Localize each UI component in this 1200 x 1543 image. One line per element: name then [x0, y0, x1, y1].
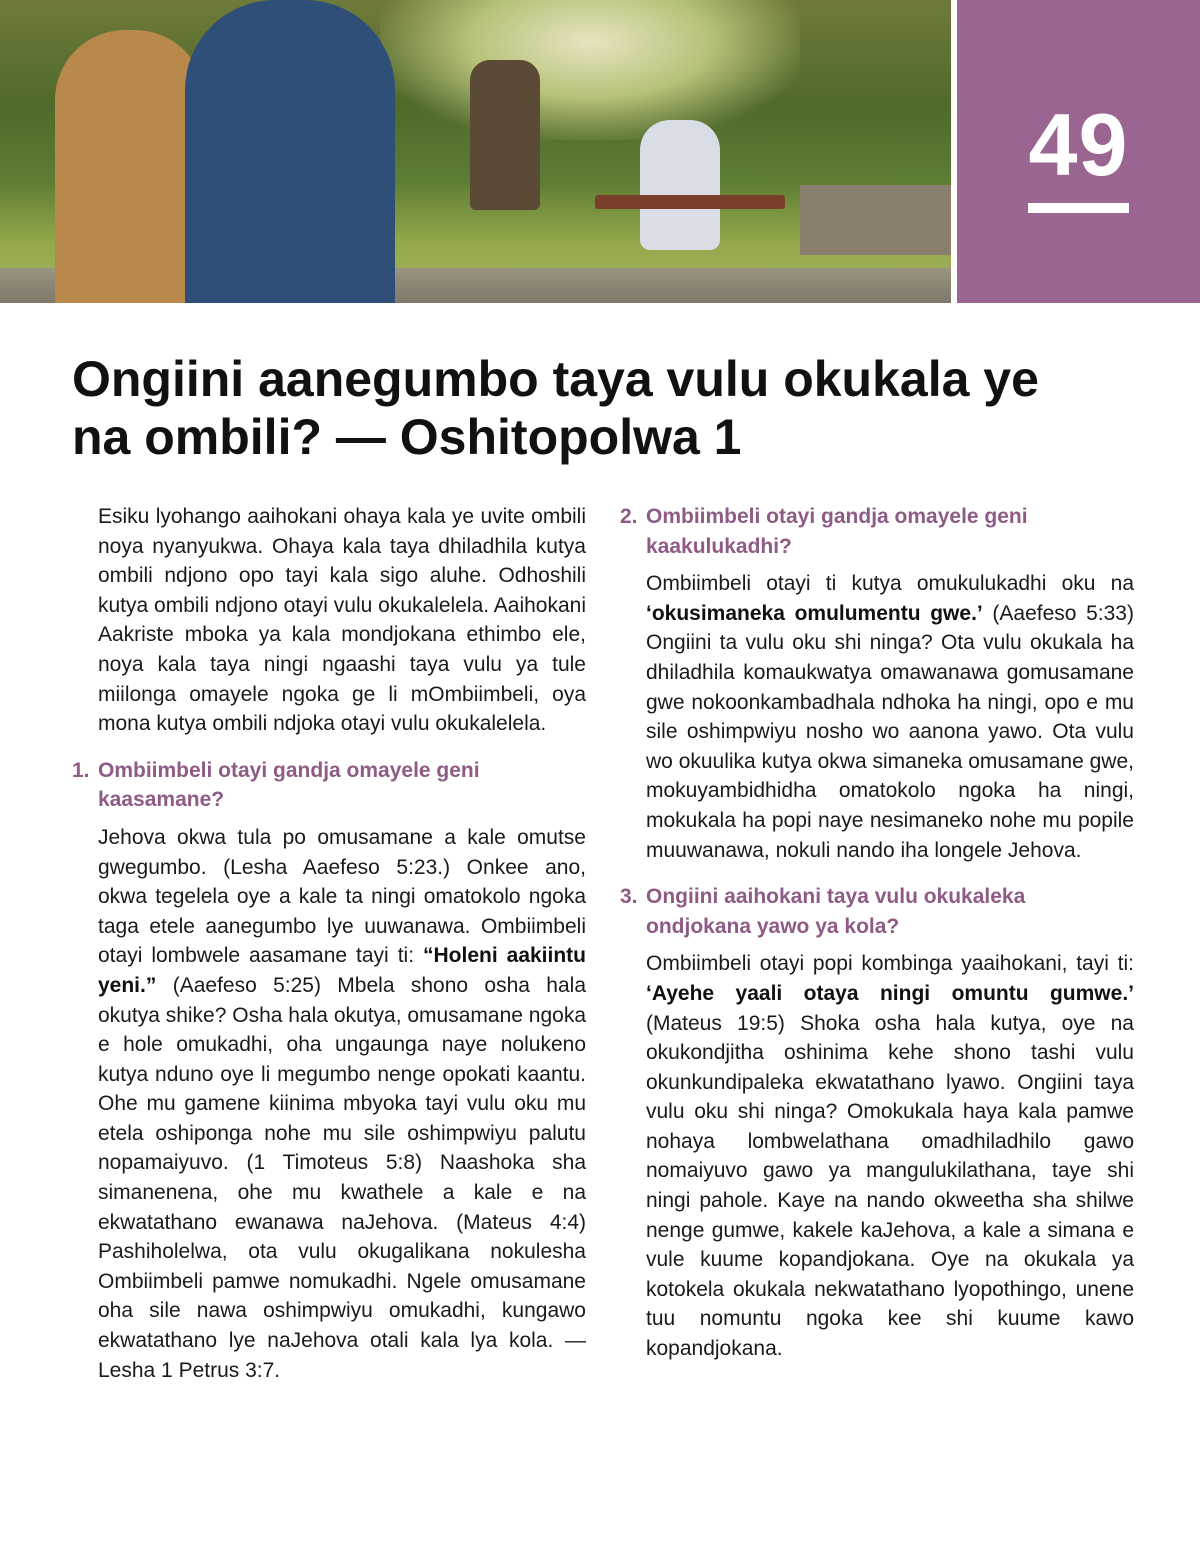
question-text: Ombiimbeli otayi gandja omayele geni kaasamane?: [98, 758, 480, 812]
photo-bench: [595, 195, 785, 209]
page-title: Ongiini aanegumbo taya vulu okukala ye na ombili? — Oshitopolwa 1: [72, 351, 1039, 465]
section-paragraph-1: [72, 823, 586, 1385]
paragraph-text: Ombiimbeli otayi popi kombinga yaaihokani, tayi ti:: [646, 952, 1134, 976]
photo-background-light: [380, 0, 800, 140]
photo-woman: [55, 30, 205, 303]
left-column: [72, 502, 586, 1385]
scripture-quote: ‘Ayehe yaali otaya ningi omuntu gumwe.’: [646, 981, 1134, 1005]
section-question-3: [620, 882, 1134, 941]
question-number: 2.: [620, 505, 638, 528]
section-question-2: [620, 502, 1134, 561]
question-text: Ongiini aaihokani taya vulu okukaleka ondjokana yawo ya kola?: [646, 885, 1026, 938]
scripture-quote: “Holeni aakiintu yeni.”: [98, 944, 586, 997]
section-paragraph-3: [620, 949, 1134, 1363]
paragraph-text: Ombiimbeli otayi ti kutya omukulukadhi oku na: [646, 572, 1134, 596]
chapter-badge: [957, 0, 1200, 303]
paragraph-text: (Aaefeso 5:25) Mbela shono osha hala okutya shike? Osha hala okutya, omusamane ngoka e hole omukadhi, oha ungaunga naye nolukeno kutya nduno oye li megumbo nenge opokati kaantu. Ohe mu gamene kiinima mbyoka tayi vulu oku mu etela oshiponga nohe mu sile oshimpwiyu palutu nopamaiyuvo. (1 Timoteus 5:8) Naashoka sha simanenena, ohe mu kwathele a kale e na ekwatathano ewanawa naJehova. (Mateus 4:4) Pashiholelwa, ota vulu okugalikana nokulesha Ombiimbeli pamwe nomukadhi. Ngele omusamane oha sile nawa oshimpwiyu omukadhi, kungawo ekwatathano lye naJehova otali kala lya kola. — Lesha 1 Petrus 3:7.: [98, 973, 586, 1382]
section-question-1: [72, 756, 586, 815]
photo-man: [185, 0, 395, 303]
paragraph-text: (Aaefeso 5:33) Ongiini ta vulu oku shi ninga? Ota vulu okukala ha dhiladhila komaukwatya omawanawa gomusamane gwe nokoonkambadhala ndhoka ha ningi, opo e mu sile oshimpwiyu nosho wo aanona yawo. Ota vulu wo okuulika kutya okwa simaneka omusamane gwe, mokuyambidhidha omatokolo ngoka ha ningi, mokukala ha popi naye nesimaneko nohe mu popile muuwanawa, nokuli nando iha longele Jehova.: [646, 601, 1134, 862]
question-text: Ombiimbeli otayi gandja omayele geni kaakulukadhi?: [646, 505, 1028, 558]
question-number: 1.: [72, 758, 90, 782]
section-paragraph-2: [620, 569, 1134, 865]
paragraph-text: Jehova okwa tula po omusamane a kale omutse gwegumbo. (Lesha Aaefeso 5:23.) Onkee ano, okwa tegelela oye a kale ta ningi omatokolo ngoka taga etele aanegumbo lye uuwanawa. Ombiimbeli otayi lombwele aasamane tayi ti:: [98, 825, 586, 968]
photo-stone-wall-back: [800, 185, 951, 255]
scripture-quote: ‘okusimaneka omulumentu gwe.’: [646, 601, 983, 625]
chapter-number: 49: [1028, 95, 1129, 194]
photo-elderly-couple: [640, 120, 720, 250]
hero-photo: [0, 0, 951, 303]
right-column: [620, 502, 1134, 1364]
question-number: 3.: [620, 885, 638, 909]
paragraph-text: (Mateus 19:5) Shoka osha hala kutya, oye na okukondjitha oshinima kehe shono tashi vulu okunkundipaleka ekwatathano lyawo. Ongiini taya vulu oku shi ninga? Omokukala haya kala pamwe nohaya lombwelathana omadhiladhilo gawo nomaiyuvo gawo ya mangulukilathana, taye shi ningi pahole. Kaye na nando okweetha sha shilwe nenge gumwe, kakele kaJehova, a kale a simana e vule kuume kopandjokana. Oye na okukala ya kotokela okukala nekwatathano lyopothingo, unene tuu nomuntu ngoka kee shi kuume kawo kopandjokana.: [646, 1011, 1134, 1361]
chapter-underline: [1028, 203, 1129, 213]
intro-paragraph: Esiku lyohango aaihokani ohaya kala ye uvite ombili noya nyanyukwa. Ohaya kala taya dhiladhila kutya ombili ndjono opo tayi kala sigo aluhe. Odhoshili kutya ombili ndjono otayi vulu okukalelela. Aaihokani Aakriste mboka ya kala mondjokana ethimbo ele, noya kala taya ningi ngaashi taya vulu ya tule miilonga omayele ngoka ge li mOmbiimbeli, oya mona kutya ombili ndjoka otayi vulu okukalelela.: [98, 505, 586, 736]
photo-tree: [470, 60, 540, 210]
